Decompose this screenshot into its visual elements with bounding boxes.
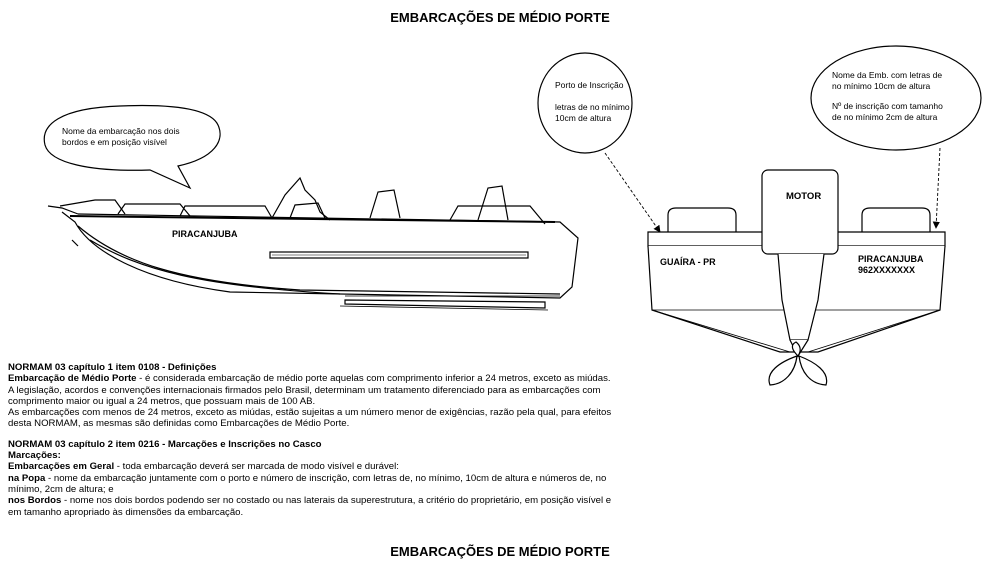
stern-bubble-right <box>811 46 981 150</box>
section2-general-term: Embarcações em Geral <box>8 461 115 473</box>
right-bubble-line-5: de no mínimo 2cm de altura <box>832 112 938 122</box>
section2-popa-definition-a: - nome da embarcação juntamente com o porto e número de inscrição, com letras de, no mínimo, 10cm de altura e números de, no <box>45 472 607 484</box>
side-hull-name: PIRACANJUBA <box>172 229 238 239</box>
stern-seat-left <box>668 208 736 232</box>
seat-rear <box>478 186 508 220</box>
front-rail <box>118 204 190 216</box>
section2-bordos-definition-b: em tamanho apropriado às dimensões da embarcação. <box>8 506 244 518</box>
arrow-name <box>936 148 940 228</box>
motor-cowling <box>762 170 838 254</box>
arrow-port <box>605 153 660 232</box>
side-view-boat <box>48 178 578 310</box>
stern-view-boat <box>648 170 945 385</box>
side-bubble-line-1: Nome da embarcação nos dois <box>62 126 180 136</box>
section1-p2a: A legislação, acordos e convenções internacionais firmados pelo Brasil, determinam um tratamento diferenciado para as embarcações com <box>8 384 601 396</box>
windshield <box>272 178 330 220</box>
right-bubble-line-2: no mínimo 10cm de altura <box>832 81 931 91</box>
port-label: GUAÍRA - PR <box>660 257 716 267</box>
section2-bordos-definition-a: - nome nos dois bordos podendo ser no costado ou nas laterais da superestrutura, a critério do proprietário, em posição visível e <box>61 495 612 507</box>
motor-label: MOTOR <box>786 191 822 202</box>
stern-seat-right <box>862 208 930 232</box>
section1-p3b: desta NORMAM, as mesmas são definidas como Embarcações de Médio Porte. <box>8 418 350 430</box>
section1-p3a: As embarcações com menos de 24 metros, exceto as miúdas, estão sujeitas a um número menor de exigências, razão pela qual, para efeitos <box>8 407 612 419</box>
left-bubble-line-4: 10cm de altura <box>555 113 612 123</box>
section2-popa-term: na Popa <box>8 472 46 484</box>
section1-term: Embarcação de Médio Porte <box>8 373 137 385</box>
side-bubble-line-2: bordos e em posição visível <box>62 137 167 147</box>
stern-bubble-left <box>538 53 632 153</box>
section2-subheading: Marcações: <box>8 450 61 462</box>
left-bubble-line-3: letras de no mínimo <box>555 102 630 112</box>
section2-popa-definition-b: mínimo, 2cm de altura; e <box>8 483 114 495</box>
section2-bordos-term: nos Bordos <box>8 495 62 507</box>
right-bubble-line-1: Nome da Emb. com letras de <box>832 70 943 80</box>
section2-general-definition: - toda embarcação deverá ser marcada de modo visível e durável: <box>114 461 399 473</box>
page-title: EMBARCAÇÕES DE MÉDIO PORTE <box>390 10 610 25</box>
page-footer-title: EMBARCAÇÕES DE MÉDIO PORTE <box>390 544 610 559</box>
registration-number-label: 962XXXXXXX <box>858 265 916 275</box>
propeller-blade-left <box>769 356 797 385</box>
section1-definition: - é considerada embarcação de médio porte aquelas com comprimento inferior a 24 metros, exceto as miúdas. <box>136 373 611 385</box>
seat-front <box>370 190 400 218</box>
section2-heading: NORMAM 03 capítulo 2 item 0216 - Marcações e Inscrições no Casco <box>8 438 322 450</box>
right-bubble-line-4: Nº de inscrição com tamanho <box>832 101 943 111</box>
section1-heading: NORMAM 03 capítulo 1 item 0108 - Definições <box>8 362 217 373</box>
propeller-blade-right <box>799 356 827 385</box>
regulation-text <box>8 362 628 518</box>
stern-name-label: PIRACANJUBA <box>858 254 924 264</box>
side-view-speech-bubble <box>44 106 220 188</box>
section1-p2b: comprimento maior ou igual a 24 metros, que possuam mais de 100 AB. <box>8 395 316 407</box>
bow-rail <box>60 200 125 214</box>
left-bubble-line-1: Porto de Inscrição <box>555 80 624 90</box>
propeller-blade-top <box>792 342 800 356</box>
